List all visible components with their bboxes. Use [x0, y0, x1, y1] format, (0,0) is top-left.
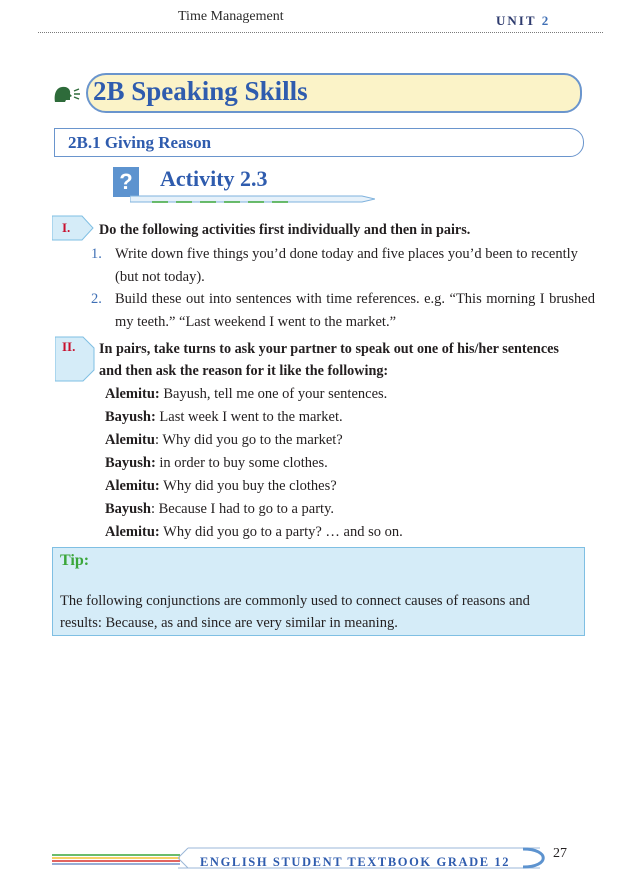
utterance: Last week I went to the market. — [155, 409, 343, 425]
section-title: 2B Speaking Skills — [93, 76, 308, 106]
utterance: : Because I had to go to a party. — [150, 501, 335, 517]
page-number: 27 — [553, 846, 567, 861]
part-one-instruction: Do the following activities first individually and then in pairs. — [99, 222, 471, 238]
part-one-marker: I. — [62, 220, 71, 235]
speaker: Alemitu: — [105, 386, 160, 402]
question-mark-icon: ? — [113, 167, 139, 197]
utterance: Why did you go to a party? … and so on. — [159, 524, 403, 540]
list-item-text: Build these out into sentences with time references. e.g. “This morning I brushed my teeth.” “Last weekend I went to the market.” — [115, 291, 595, 330]
unit-number: 2 — [541, 13, 551, 28]
list-item-number: 1. — [91, 246, 102, 262]
dialogue-line — [105, 452, 403, 475]
speaker: Bayush: — [105, 455, 156, 471]
list-item — [91, 288, 595, 334]
header-divider — [38, 32, 603, 33]
speaker: Bayush: — [105, 409, 156, 425]
part-one-marker-shape — [52, 215, 94, 241]
grade-label: GRADE 12 — [436, 855, 511, 869]
dialogue-line — [105, 429, 403, 452]
speaker: Alemitu: — [105, 524, 160, 540]
footer-stripes — [52, 853, 180, 865]
dialogue — [105, 383, 403, 544]
utterance: Bayush, tell me one of your sentences. — [159, 386, 388, 402]
running-header-title: Time Management — [178, 9, 284, 24]
utterance: Why did you buy the clothes? — [159, 478, 337, 494]
tip-text: The following conjunctions are commonly used to connect causes of reasons and results: Because, as and since are very similar in meaning. — [60, 593, 530, 631]
unit-label — [496, 13, 550, 29]
subsection-title: 2B.1 Giving Reason — [68, 133, 212, 152]
footer-book-label — [200, 855, 510, 870]
utterance: : Why did you go to the market? — [154, 432, 343, 448]
utterance: in order to buy some clothes. — [155, 455, 328, 471]
activity-title: Activity 2.3 — [160, 166, 268, 191]
list-item — [91, 243, 595, 289]
dialogue-line — [105, 406, 403, 429]
dialogue-line — [105, 475, 403, 498]
unit-word: UNIT — [496, 13, 537, 28]
list-item-number: 2. — [91, 291, 102, 307]
tip-title: Tip: — [60, 552, 90, 569]
speaker: Bayush — [105, 501, 151, 517]
part-two-marker: II. — [62, 339, 76, 354]
list-item-text: Write down five things you’d done today and five places you’d been to recently (but not today). — [115, 246, 578, 285]
speaker: Alemitu: — [105, 478, 160, 494]
dialogue-line — [105, 521, 403, 544]
activity-underline-arrow — [130, 193, 375, 205]
dialogue-line — [105, 498, 403, 521]
dialogue-line — [105, 383, 403, 406]
speaker: Alemitu — [105, 432, 155, 448]
speaking-head-icon — [52, 84, 82, 104]
part-two-instruction: In pairs, take turns to ask your partner to speak out one of his/her sentences and then ask the reason for it like the following: — [99, 341, 559, 379]
book-title: ENGLISH STUDENT TEXTBOOK — [200, 855, 432, 869]
